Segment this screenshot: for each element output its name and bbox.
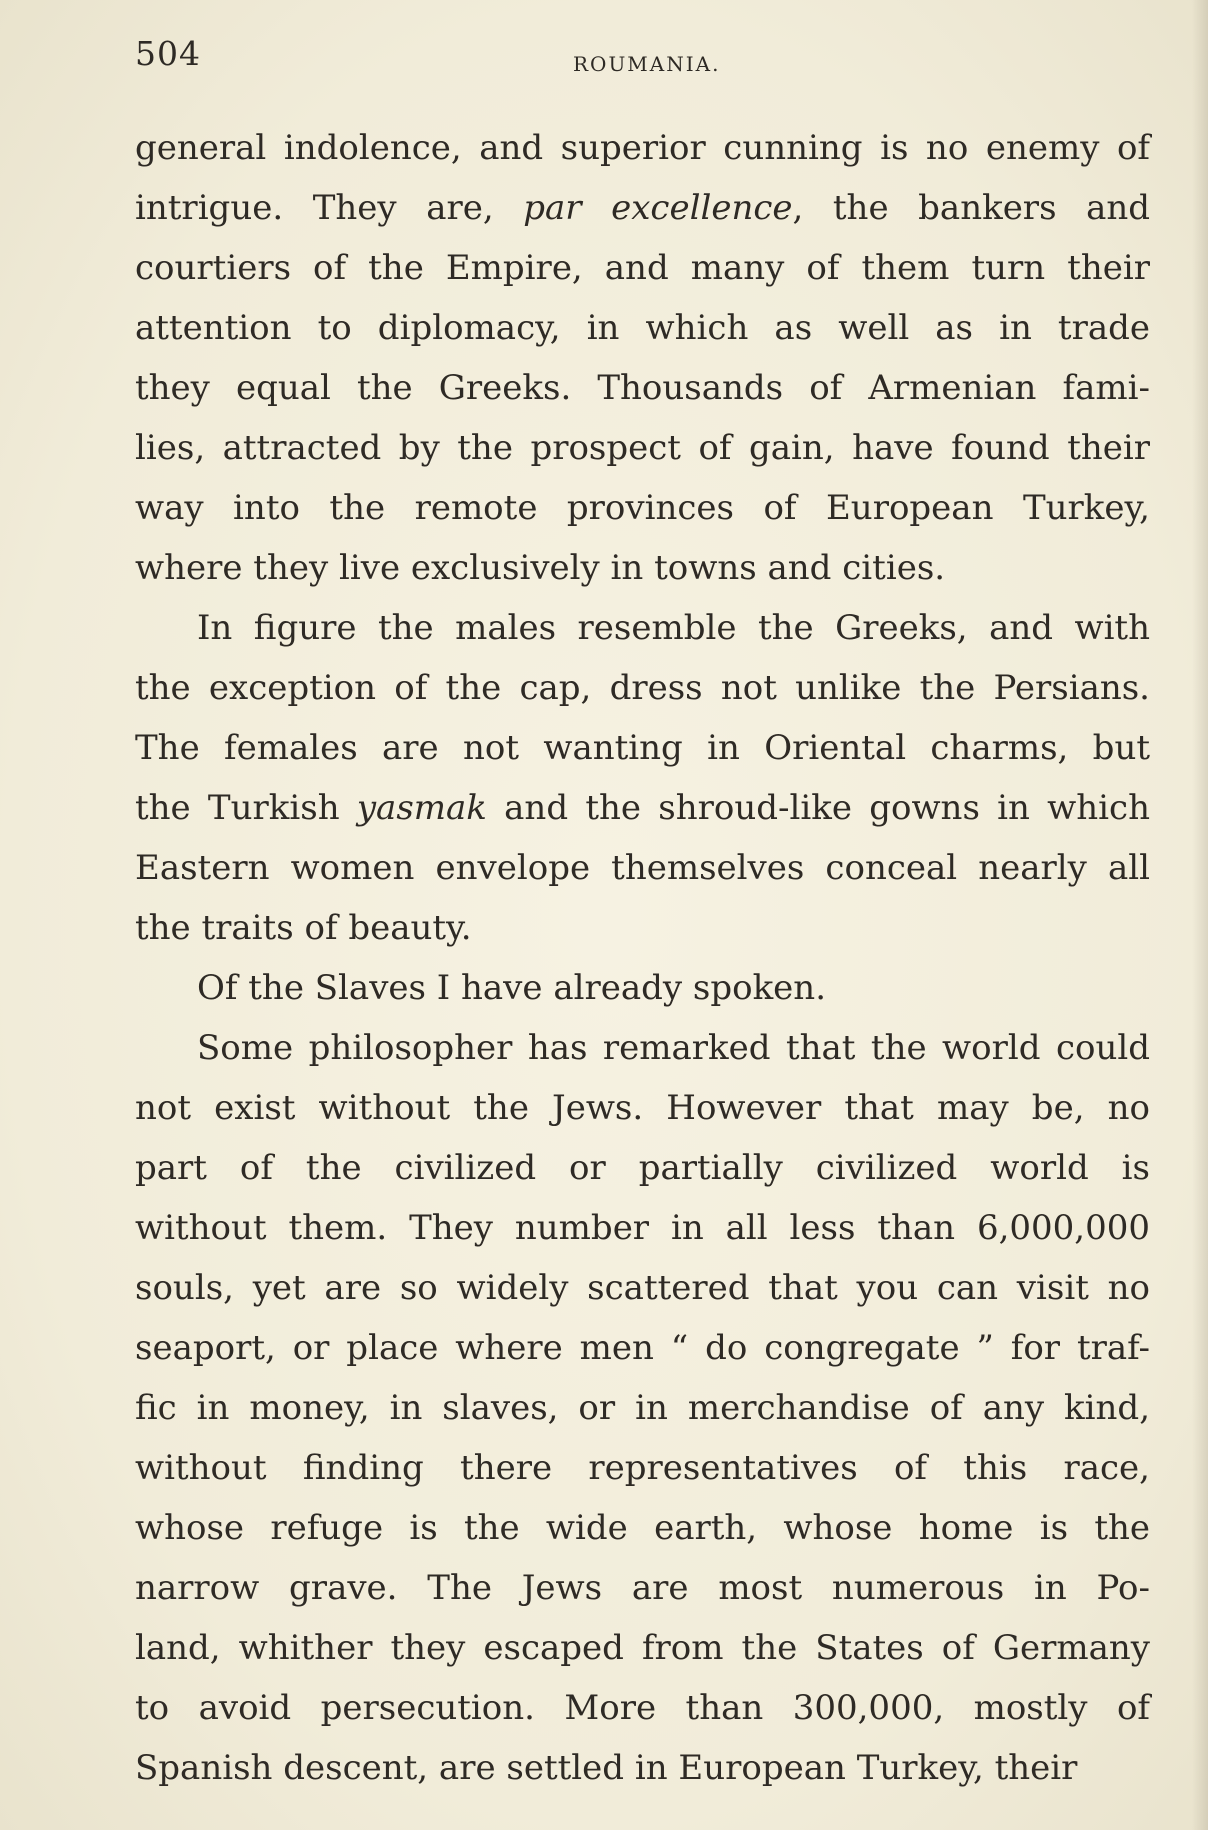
text-line <box>135 778 1150 838</box>
text-line <box>135 1618 1150 1678</box>
text-line <box>135 718 1150 778</box>
text-run: to avoid persecution. More than 300,000, mostly of <box>135 1688 1150 1728</box>
text-run: courtiers of the Empire, and many of them turn their <box>135 248 1150 288</box>
text-run: without finding there representatives of this race, <box>135 1448 1150 1488</box>
text-line <box>135 1678 1150 1738</box>
page-edge-shadow <box>1192 0 1208 1830</box>
text-run: narrow grave. The Jews are most numerous in Po- <box>135 1568 1150 1608</box>
text-run: intrigue. They are, <box>135 188 524 228</box>
running-head: ROUMANIA. <box>573 52 721 76</box>
text-run: where they live exclusively in towns and cities. <box>135 548 946 588</box>
text-run: general indolence, and superior cunning is no enemy of <box>135 128 1150 168</box>
text-line <box>135 358 1150 418</box>
text-line <box>135 1438 1150 1498</box>
text-line <box>135 1558 1150 1618</box>
text-run: and the shroud-like gowns in which <box>486 788 1150 828</box>
text-line <box>135 898 1150 958</box>
italic-phrase: yasmak <box>356 788 487 828</box>
text-line <box>135 538 1150 598</box>
text-line <box>135 1738 1150 1798</box>
text-line <box>135 1138 1150 1198</box>
text-run: whose refuge is the wide earth, whose home is the <box>135 1508 1150 1548</box>
text-line <box>135 1258 1150 1318</box>
text-run: In figure the males resemble the Greeks, and with <box>197 608 1150 648</box>
italic-phrase: par excellence <box>523 188 793 228</box>
text-run: Some philosopher has remarked that the world could <box>197 1028 1150 1068</box>
page-header <box>135 34 1150 84</box>
text-line <box>135 478 1150 538</box>
text-run: , the bankers and <box>792 188 1151 228</box>
body-text <box>135 118 1150 1798</box>
text-line <box>135 298 1150 358</box>
text-line <box>135 598 1150 658</box>
text-line <box>135 658 1150 718</box>
text-run: lies, attracted by the prospect of gain, have found their <box>135 428 1150 468</box>
text-run: seaport, or place where men “ do congregate ” for traf- <box>135 1328 1150 1368</box>
text-run: way into the remote provinces of European Turkey, <box>135 488 1150 528</box>
text-run: without them. They number in all less than 6,000,000 <box>135 1208 1150 1248</box>
text-run: Spanish descent, are settled in European Turkey, their <box>135 1748 1078 1788</box>
text-run: the exception of the cap, dress not unlike the Persians. <box>135 668 1150 708</box>
text-line <box>135 1018 1150 1078</box>
text-line <box>135 118 1150 178</box>
text-line <box>135 238 1150 298</box>
text-line <box>135 1198 1150 1258</box>
text-line <box>135 958 1150 1018</box>
text-line <box>135 1498 1150 1558</box>
text-run: the traits of beauty. <box>135 908 472 948</box>
text-line <box>135 418 1150 478</box>
text-run: attention to diplomacy, in which as well as in trade <box>135 308 1150 348</box>
text-line <box>135 178 1150 238</box>
text-run: The females are not wanting in Oriental charms, but <box>135 728 1150 768</box>
text-run: Of the Slaves I have already spoken. <box>197 968 826 1008</box>
text-line <box>135 1078 1150 1138</box>
text-line <box>135 1378 1150 1438</box>
text-run: souls, yet are so widely scattered that you can visit no <box>135 1268 1150 1308</box>
text-line <box>135 838 1150 898</box>
text-run: fic in money, in slaves, or in merchandise of any kind, <box>135 1388 1150 1428</box>
page-number: 504 <box>135 34 201 73</box>
text-run: land, whither they escaped from the States of Germany <box>135 1628 1150 1668</box>
text-run: not exist without the Jews. However that may be, no <box>135 1088 1150 1128</box>
text-run: they equal the Greeks. Thousands of Armenian fami- <box>135 368 1150 408</box>
text-run: part of the civilized or partially civilized world is <box>135 1148 1150 1188</box>
text-run: the Turkish <box>135 788 357 828</box>
text-line <box>135 1318 1150 1378</box>
text-run: Eastern women envelope themselves conceal nearly all <box>135 848 1150 888</box>
